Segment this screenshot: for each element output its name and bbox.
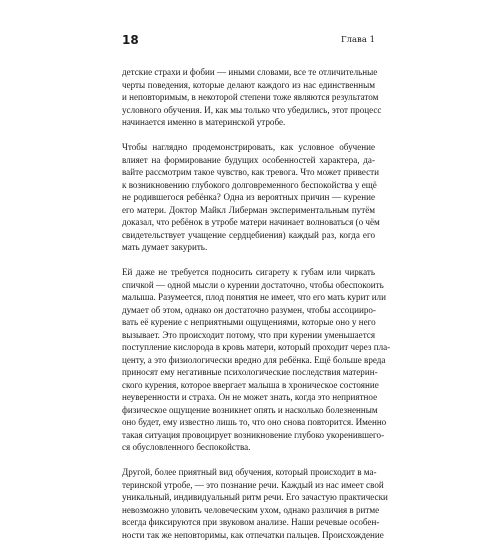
text-line: вайте рассмотрим такое чувство, как тревога. Что может привести bbox=[122, 167, 379, 177]
text-line: вызывает. Это происходит потому, что при курении уменьшается bbox=[122, 329, 375, 340]
text-line: поступление кислорода в кровь матери, который проходит через пла- bbox=[122, 342, 391, 352]
text-line: ского курения, которое ввергает малыша в хроническое состояние bbox=[122, 379, 379, 390]
text-line: черты поведения, которые делают каждого из нас единственным bbox=[122, 79, 375, 90]
page-header bbox=[122, 33, 375, 47]
paragraph bbox=[122, 466, 388, 541]
text-line: ся обусловленного беспокойства. bbox=[122, 442, 251, 452]
text-line: приносят ему негативные психологические последствия материн- bbox=[122, 367, 378, 377]
text-line: невозможно уловить человеческим ухом, однако различия в ритме bbox=[122, 504, 380, 515]
text-line: свидетельствует учащение сердцебиения) каждый раз, когда его bbox=[122, 229, 375, 240]
text-line: оно будет, ему известно лишь то, что оно снова повторится. Именно bbox=[122, 417, 387, 427]
text-line: Другой, более приятный вид обучения, который происходит в ма- bbox=[122, 467, 377, 477]
text-line: думает об этом, однако он достаточно разумен, чтобы ассоцииро- bbox=[122, 304, 376, 315]
text-line: малыша. Разумеется, плод понятия не имеет, что его мать курит или bbox=[122, 292, 386, 302]
text-line: Ей даже не требуется подносить сигарету к губам или чиркать bbox=[122, 267, 375, 277]
text-line: доказал, что ребёнок в утробе матери начинает волноваться (о чём bbox=[122, 217, 380, 227]
text-line: Чтобы наглядно продемонстрировать, как условное обучение bbox=[122, 142, 375, 152]
page-number: 18 bbox=[122, 33, 139, 47]
text-line: уникальный, индивидуальный ритм речи. Его зачастую практически bbox=[122, 492, 388, 502]
text-line: его матери. Доктор Майкл Либерман экспериментальным путём bbox=[122, 204, 375, 215]
running-head-chapter: Глава 1 bbox=[340, 35, 375, 45]
text-line: ности так же неповторимы, как отпечатки пальцев. Происхождение bbox=[122, 529, 384, 540]
text-line: детские страхи и фобии — иными словами, все те отличительные bbox=[122, 67, 378, 77]
text-line: физическое ощущение возникнет опять и насколько болезненным bbox=[122, 404, 378, 415]
text-line: вать её курение с неприятными ощущениями, которые оно у него bbox=[122, 317, 376, 327]
body-text bbox=[122, 66, 391, 554]
paragraph bbox=[122, 141, 380, 254]
text-line: теринской утробе, — это познание речи. Каждый из нас имеет свой bbox=[122, 479, 384, 490]
paragraph bbox=[122, 66, 382, 129]
text-line: и неповторимым, в некоторой степени тоже являются результатом bbox=[122, 92, 379, 102]
text-line: такая ситуация провоцирует возникновение глубоко укоренившего- bbox=[122, 429, 385, 440]
text-line: влияет на формирование будущих особенностей характера, да- bbox=[122, 154, 375, 165]
text-line: центу, а это физиологически вредно для ребёнка. Ещё больше вреда bbox=[122, 354, 386, 365]
text-line: всегда фиксируются при звуковом анализе. Наши речевые особен- bbox=[122, 517, 380, 527]
text-line: начинается именно в материнской утробе. bbox=[122, 117, 286, 127]
text-line: не родившегося ребёнка? Одна из вероятных причин — курение bbox=[122, 192, 375, 202]
text-line: условного обучения. И, как мы только что убедились, этот процесс bbox=[122, 104, 382, 115]
text-line: к возникновению глубокого долговременного беспокойства у ещё bbox=[122, 179, 377, 190]
paragraph bbox=[122, 266, 391, 454]
text-line: неуверенности и страха. Он не может знать, когда это неприятное bbox=[122, 392, 378, 402]
text-line: мать думает закурить. bbox=[122, 242, 208, 252]
text-line: спичкой — одной мысли о курении достаточно, чтобы обеспокоить bbox=[122, 279, 384, 290]
